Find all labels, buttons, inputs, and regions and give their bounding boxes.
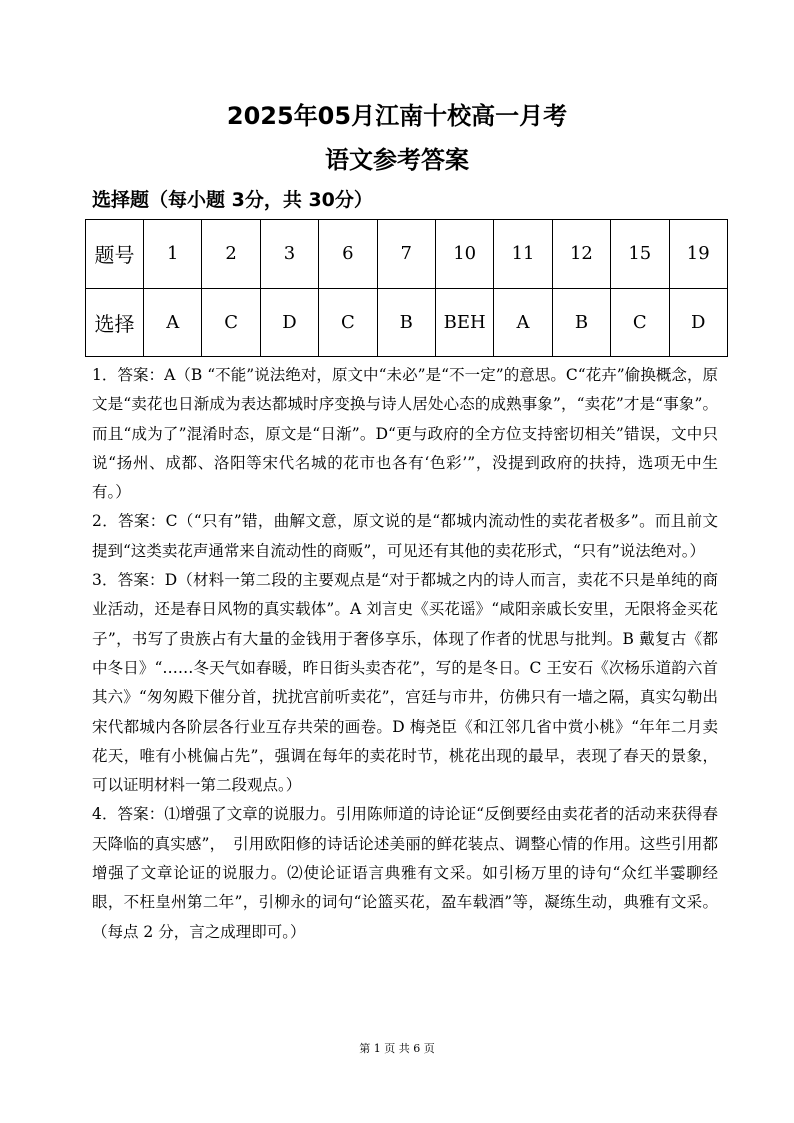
document-title: 2025年05月江南十校高一月考 (226, 102, 568, 130)
choice-cell: C (319, 288, 377, 357)
row-label-question-number: 题号 (86, 220, 144, 289)
section-heading: 选择题（每小题 3分，共 30分） (92, 189, 373, 211)
question-number-row (86, 220, 728, 289)
document-subtitle: 语文参考答案 (325, 146, 469, 174)
question-number-cell: 3 (260, 220, 318, 289)
explanation-paragraph-2: 2．答案：C（“只有”错，曲解文意，原文说的是“都城内流动性的卖花者极多”。而且前文提到“这类卖花声通常来自流动性的商贩”，可见还有其他的卖花形式，“只有”说法绝对。） (92, 512, 718, 560)
question-number-cell: 15 (611, 220, 669, 289)
answer-table (85, 219, 728, 357)
question-number-cell: 6 (319, 220, 377, 289)
choice-cell: C (611, 288, 669, 357)
question-number-cell: 2 (202, 220, 260, 289)
explanation-paragraph-1: 1．答案：A（B “不能”说法绝对，原文中“未必”是“不一定”的意思。C“花卉”偷换概念，原文是“卖花也日渐成为表达都城时序变换与诗人居处心态的成熟事象”，“卖花”才是“事象”。而且“成为了”混淆时态，原文是“日渐”。D“更与政府的全方位支持密切相关”错误，文中只说“扬州、成都、洛阳等宋代名城的花市也各有‘色彩’”，没提到政府的扶持，选项无中生有。） (92, 366, 718, 502)
explanation-paragraph-3: 3．答案：D（材料一第二段的主要观点是“对于都城之内的诗人而言，卖花不只是单纯的商业活动，还是春日风物的真实载体”。A 刘言史《买花谣》“咸阳亲戚长安里，无限将金买花子”，书写了贵族占有大量的金钱用于奢侈享乐，体现了作者的忧思与批判。B 戴复古《都中冬日》“……冬天气如春暖，昨日街头卖杏花”，写的是冬日。C 王安石《次杨乐道韵六首其六》“匆匆殿下催分首，扰扰宫前听卖花”，宫廷与市井，仿佛只有一墙之隔，真实勾勒出宋代都城内各阶层各行业互存共荣的画卷。D 梅尧臣《和江邻几省中赏小桃》“年年二月卖花天，唯有小桃偏占先”，强调在每年的卖花时节，桃花出现的最早，表现了春天的景象，可以证明材料一第二段观点。） (92, 571, 718, 795)
row-label-choice: 选择 (86, 288, 144, 357)
explanation-paragraph-4: 4．答案：⑴增强了文章的说服力。引用陈师道的诗论证“反倒要经由卖花者的活动来获得春天降临的真实感”， 引用欧阳修的诗话论述美丽的鲜花装点、调整心情的作用。这些引用都增强了文章论证的说服力。⑵使论证语言典雅有文采。如引杨万里的诗句“众红半霎聊经眼，不枉皇州第二年”，引柳永的词句“论篮买花，盈车载酒”等，凝练生动，典雅有文采。（每点 2 分，言之成理即可。） (92, 805, 718, 941)
choice-cell: A (144, 288, 202, 357)
page-footer: 第 1 页 共 6 页 (359, 1042, 435, 1055)
choice-cell: B (377, 288, 435, 357)
question-number-cell: 1 (144, 220, 202, 289)
choice-cell: A (494, 288, 552, 357)
question-number-cell: 19 (669, 220, 727, 289)
question-number-cell: 7 (377, 220, 435, 289)
choice-cell: BEH (435, 288, 493, 357)
choice-row (86, 288, 728, 357)
question-number-cell: 11 (494, 220, 552, 289)
question-number-cell: 10 (435, 220, 493, 289)
explanations (92, 361, 718, 947)
choice-cell: D (669, 288, 727, 357)
choice-cell: C (202, 288, 260, 357)
choice-cell: B (552, 288, 610, 357)
question-number-cell: 12 (552, 220, 610, 289)
choice-cell: D (260, 288, 318, 357)
